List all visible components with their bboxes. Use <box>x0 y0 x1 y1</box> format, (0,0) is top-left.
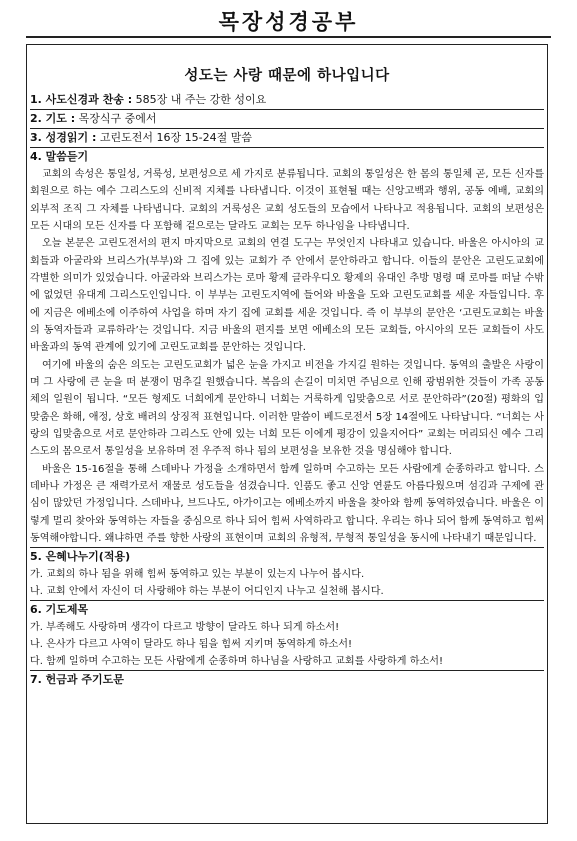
sermon-heading <box>30 148 544 166</box>
prayer-topics-heading <box>30 601 544 619</box>
prayer-value: 목장식구 중에서 <box>75 112 157 125</box>
sermon-paragraph: 오늘 본문은 고린도전서의 편지 마지막으로 교회의 연결 도구는 무엇인지 나타내고 있습니다. 바울은 아시아의 교회들과 아굴라와 브리스가(부부)와 그 집에 있는 교회가 주 안에서 문안하라고 합니다. 이들의 문안은 고린도교회에 각별한 의미가 있었습니다. 아굴라와 브리스가는 로마 황제 글라우디오 황제의 유대인 추방 명령 때 로마를 떠날 수밖에 없었던 유대계 그리스도인입니다. 이 부부는 고린도지역에 들어와 바울을 도와 고린도교회를 세운 자들입니다. 후에 지금은 에베소에 이주하여 사업을 하며 자기 집에 교회를 세운 것입니다. 즉 이 부부의 문안은 ‘고린도교회는 바울의 동역자들과 교류하라’는 것입니다. 지금 바울의 편지를 보면 에베소의 모든 교회들, 아시아의 모든 교회들이 사도 바울과의 동역 관계에 있기에 고린도교회를 문안하는 것입니다. <box>30 238 544 354</box>
reading-label: 3. 성경읽기 : <box>30 131 97 144</box>
prayer-label: 2. 기도 : <box>30 112 76 125</box>
offering-heading <box>30 671 544 689</box>
hymn-label: 1. 사도신경과 찬송 : <box>30 93 133 106</box>
reading-value: 고린도전서 16장 15-24절 말씀 <box>96 131 252 144</box>
sharing-heading <box>30 548 544 566</box>
sermon-subtitle: 성도는 사랑 때문에 하나입니다 <box>184 68 390 84</box>
sharing-label: 5. 은혜나누기(적용) <box>30 550 131 564</box>
prayer-topic-item: 나. 은사가 다르고 사역이 달라도 하나 됨을 힘써 지키며 동역하게 하소서! <box>30 639 353 651</box>
prayer-row <box>30 110 544 128</box>
sharing-item: 가. 교회의 하나 됨을 위해 힘써 동역하고 있는 부분이 있는지 나누어 봅시다. <box>30 569 365 581</box>
sharing-item: 나. 교회 안에서 자신이 더 사랑해야 하는 부분이 어디인지 나누고 실천해 봅시다. <box>30 586 384 598</box>
sermon-paragraph: 교회의 속성은 통일성, 거룩성, 보편성으로 세 가지로 분류됩니다. 교회의 통일성은 한 몸의 통일체 곧, 모든 신자를 회원으로 하는 예수 그리스도의 신비적 지체를 나타냅니다. 이것이 표현될 때는 신앙고백과 행위, 공동 예배, 교회의 외부적 조직 그 자체를 나타냅니다. 교회의 거룩성은 교회 성도들의 모습에서 나타나고 적용됩니다. 교회의 보편성은 모든 시대의 모든 신자를 다 포함해 겉으로는 달라도 교회는 모두 하나임을 나타냅니다. <box>30 169 545 232</box>
sermon-paragraph: 바울은 15-16절을 통해 스데바나 가정을 소개하면서 함께 일하며 수고하는 모든 사람에게 순종하라고 합니다. 스데바나 가정은 큰 재력가로서 재물로 성도들을 섬겼습니다. 인품도 좋고 신앙 연륜도 아름다웠으며 섬김과 구제에 관심이 많았던 가정입니다. 스데바나, 브드나도, 아가이고는 에베소까지 바울을 찾아와 함께 동역하였습니다. 바울은 이렇게 멀리 찾아와 동역하는 자들을 중심으로 하나 되어 힘써 사역하라고 합니다. 우리는 하나 되어 함께 동역하고 힘써 동역해야합니다. 왜냐하면 주를 향한 사랑의 표현이며 교회의 유형적, 무형적 통일성을 동시에 나타내기 때문입니다. <box>30 463 544 544</box>
page-title: 목장성경공부 <box>218 10 359 34</box>
prayer-topics-label: 6. 기도제목 <box>30 603 89 617</box>
sermon-label: 4. 말씀듣기 <box>30 150 89 163</box>
prayer-topic-item: 가. 부족해도 사랑하며 생각이 다르고 방향이 달라도 하나 되게 하소서! <box>30 622 340 634</box>
prayer-topic-item: 다. 함께 일하며 수고하는 모든 사람에게 순종하며 하나님을 사랑하고 교회를 사랑하게 하소서! <box>30 656 444 668</box>
offering-label: 7. 헌금과 주기도문 <box>30 673 124 687</box>
sermon-paragraph: 여기에 바울의 숨은 의도는 고린도교회가 넓은 눈을 가지고 비전을 가지길 원하는 것입니다. 동역의 출발은 사랑이며 그 사랑에 큰 눈을 떠 분쟁이 멈추길 원했습니다. 복음의 손길이 미치면 주님으로 인해 광범위한 것들이 가족 공동체의 일원이 됩니다. “모든 형제도 너희에게 문안하니 너희는 거룩하게 입맞춤으로 서로 문안하라”(20절) 평화의 입맞춤은 화해, 애정, 상호 배려의 상징적 표현입니다. 이러한 말씀이 베드로전서 5장 14절에도 나타납니다. “너희는 사랑의 입맞춤으로 서로 문안하라 그리스도 안에 있는 너희 모든 이에게 평강이 있을지어다” 교회는 머리되신 예수 그리스도의 몸으로서 통일성을 보유하며 전 우주적 하나 됨의 보편성을 보유한 것을 명심해야 합니다. <box>30 359 544 458</box>
hymn-value: 585장 내 주는 강한 성이요 <box>132 93 267 106</box>
title-divider <box>26 36 551 38</box>
reading-row <box>30 129 544 147</box>
document-body <box>30 91 544 689</box>
hymn-row <box>30 91 544 109</box>
